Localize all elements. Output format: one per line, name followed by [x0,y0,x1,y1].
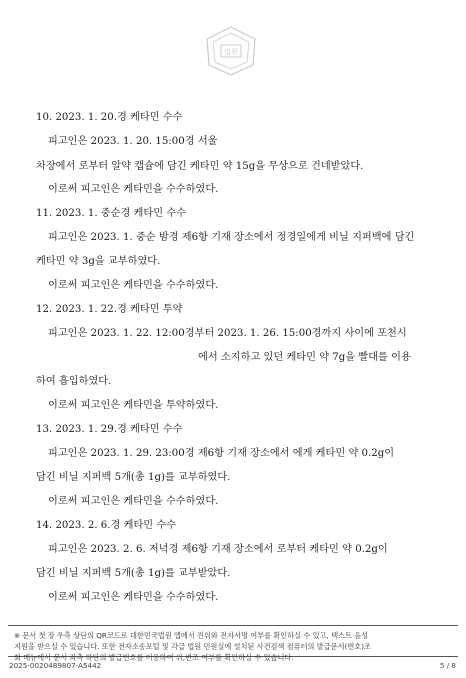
section-13-heading: 13. 2023. 1. 29.경 케타민 수수 [36,424,183,435]
notice-line: 지원을 받으실 수 있습니다. 또한 전자소송포털 및 각급 법원 민원실에 설치된 사건검색 컴퓨터의 발급문서(번호)조 [14,642,371,651]
notice-line: 회 메뉴에서 문서 좌측 하단의 발급번호를 이용하여 위,변조 여부를 확인하실 수 있습니다. [14,653,294,662]
paragraph-line: 이로써 피고인은 케타민을 수수하였다. [48,592,219,603]
paragraph-line: 케타민 약 3g을 교부하였다. [36,256,161,267]
paragraph-line: 피고인은 2023. 1. 29. 23:00경 제6항 기재 장소에서 에게 케타민 약 0.2g이 [48,448,395,459]
section-12-heading: 12. 2023. 1. 22.경 케타민 투약 [36,304,183,315]
paragraph-line: 이로써 피고인은 케타민을 수수하였다. [48,280,219,291]
section-14-heading: 14. 2023. 2. 6.경 케타민 수수 [36,520,177,531]
paragraph-line: 피고인은 2023. 1. 20. 15:00경 서울 [48,136,218,147]
seal-text: 법원 [224,48,238,56]
section-11-heading: 11. 2023. 1. 중순경 케타민 수수 [36,208,187,219]
paragraph-line: 이로써 피고인은 케타민을 수수하였다. [48,496,219,507]
paragraph-line: 피고인은 2023. 1. 22. 12:00경부터 2023. 1. 26. 15:00경까지 사이에 포천시 [48,328,407,339]
issue-number: 2025-0020489807-A5442 [9,661,102,670]
court-seal-emblem [203,25,259,77]
paragraph-line: 담긴 비닐 지퍼백 5개(총 1g)를 교부받았다. [36,568,231,579]
verification-notice [8,625,458,662]
paragraph-line: 에서 소지하고 있던 케타민 약 7g을 빨대를 이용 [198,352,411,363]
paragraph-line: 이로써 피고인은 케타민을 수수하였다. [48,184,219,195]
page-number: 5 / 8 [439,661,456,670]
notice-line: ※ 문서 첫 장 우측 상단의 QR코드로 대한민국법원 앱에서 진위와 전자서명 여부를 확인하실 수 있고, 텍스트 음성 [14,631,369,640]
paragraph-line: 피고인은 2023. 1. 중순 밤경 제6항 기재 장소에서 정경일에게 비닐 지퍼백에 담긴 [48,232,415,243]
paragraph-line: 하여 흡입하였다. [36,376,112,387]
paragraph-line: 담긴 비닐 지퍼백 5개(총 1g)를 교부하였다. [36,472,231,483]
paragraph-line: 피고인은 2023. 2. 6. 저녁경 제6항 기재 장소에서 로부터 케타민 약 0.2g이 [48,544,388,555]
paragraph-line: 이로써 피고인은 케타민을 투약하였다. [48,400,219,411]
paragraph-line: 차장에서 로부터 알약 캡슐에 담긴 케타민 약 15g을 무상으로 건네받았다. [36,161,364,172]
section-10-heading: 10. 2023. 1. 20.경 케타민 수수 [36,112,183,123]
